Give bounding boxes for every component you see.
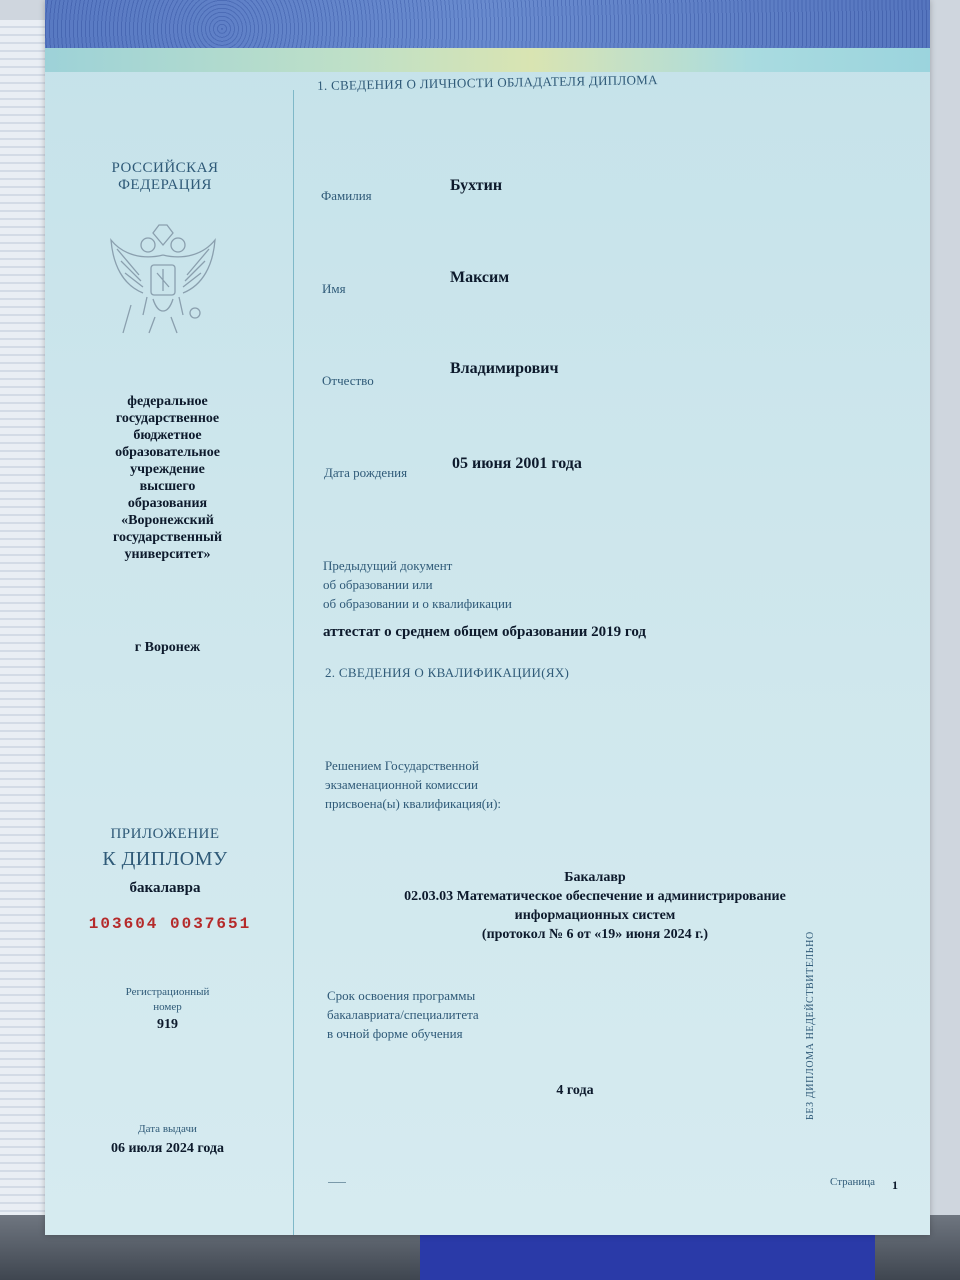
patronymic-label: Отчество: [322, 373, 374, 388]
registration-label: Регистрационный номер: [125, 986, 210, 1013]
issue-date: 06 июля 2024 года: [110, 1141, 225, 1156]
issue-date-label: Дата выдачи: [138, 1123, 197, 1135]
section-2-title: 2. СВЕДЕНИЯ О КВАЛИФИКАЦИИ(ЯХ): [325, 665, 570, 680]
birth-date-value: 05 июня 2001 года: [452, 455, 582, 472]
patronymic-value: Владимирович: [450, 360, 559, 377]
page-label: Страница: [830, 1176, 876, 1188]
name-value: Максим: [450, 269, 510, 286]
name-label: Имя: [322, 281, 346, 296]
registration-number: 919: [157, 1017, 178, 1032]
appendix-subtitle: К ДИПЛОМУ: [102, 848, 228, 870]
footer-dash: [328, 1182, 346, 1183]
study-term-label: Срок освоения программы бакалавриата/специалитета в очной форме обучения: [327, 988, 479, 1041]
previous-document-label: Предыдущий документ об образовании или об образовании и о квалификации: [323, 558, 512, 611]
diploma-supplement-page: [45, 0, 930, 1235]
study-term-value: 4 года: [556, 1083, 594, 1098]
federation-title: РОССИЙСКАЯ ФЕДЕРАЦИЯ: [111, 160, 219, 193]
university-name: федеральное государственное бюджетное образовательное учреждение высшего образования «Воронежский государственный университет»: [112, 394, 223, 562]
surname-value: Бухтин: [450, 177, 503, 194]
serial-number: 103604 0037651: [88, 915, 252, 933]
decision-label: Решением Государственной экзаменационной комиссии присвоена(ы) квалификация(и):: [325, 758, 502, 811]
guilloche-band: [45, 48, 930, 72]
appendix-title: ПРИЛОЖЕНИЕ: [110, 826, 220, 842]
degree-level: бакалавра: [129, 880, 201, 896]
previous-document-value: аттестат о среднем общем образовании 2019 год: [323, 624, 647, 640]
section-1-title: 1. СВЕДЕНИЯ О ЛИЧНОСТИ ОБЛАДАТЕЛЯ ДИПЛОМА: [317, 72, 658, 93]
page-number: 1: [892, 1178, 898, 1192]
surname-label: Фамилия: [321, 188, 372, 203]
validity-note: БЕЗ ДИПЛОМА НЕДЕЙСТВИТЕЛЬНО: [805, 931, 816, 1120]
column-divider: [293, 90, 294, 1235]
coat-of-arms-icon: [103, 215, 223, 345]
diploma-cover: [420, 1228, 875, 1280]
qualification-block: Бакалавр 02.03.03 Математическое обеспечение и администрирование информационных систем (протокол № 6 от «19» июня 2024 г.): [404, 870, 786, 942]
city: г Воронеж: [134, 640, 201, 655]
birth-date-label: Дата рождения: [324, 465, 408, 480]
